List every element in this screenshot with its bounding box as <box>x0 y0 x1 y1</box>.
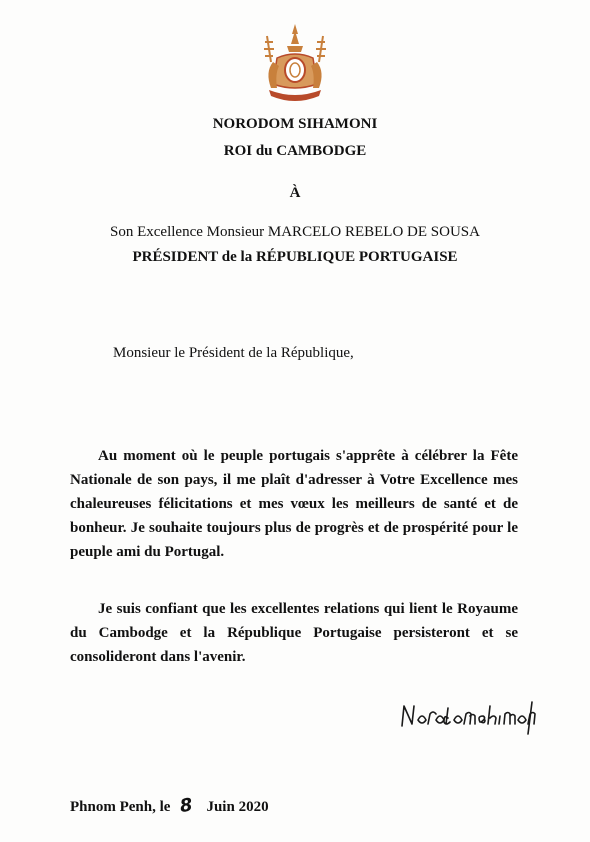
body-paragraph-1: Au moment où le peuple portugais s'apprête à célébrer la Fête Nationale de son pays, il me plaît d'adresser à Votre Excellence mes chaleureuses félicitations et mes vœux les meilleurs de santé et de bonheur. Je souhaite toujours plus de progrès et de prospérité pour le peuple ami du Portugal. <box>70 448 518 560</box>
recipient-line-1: Son Excellence Monsieur MARCELO REBELO DE SOUSA <box>110 224 480 240</box>
date-place: Phnom Penh, le <box>70 799 171 815</box>
date-line <box>70 796 269 817</box>
body-paragraph-2: Je suis confiant que les excellentes relations qui lient le Royaume du Cambodge et la République Portugaise persisteront et se consolideront dans l'avenir. <box>70 601 518 665</box>
salutation: Monsieur le Président de la République, <box>113 345 354 361</box>
svg-text:·····: ····· <box>291 98 299 103</box>
signature-image <box>398 696 538 736</box>
sender-name: NORODOM SIHAMONI <box>212 116 378 132</box>
royal-crest-icon <box>255 22 335 106</box>
recipient-line-2: PRÉSIDENT de la RÉPUBLIQUE PORTUGAISE <box>132 249 458 265</box>
sender-title: ROI du CAMBODGE <box>223 143 367 159</box>
date-month-year: Juin 2020 <box>206 799 269 815</box>
address-to: À <box>289 185 301 201</box>
date-day: 8 <box>178 794 195 818</box>
